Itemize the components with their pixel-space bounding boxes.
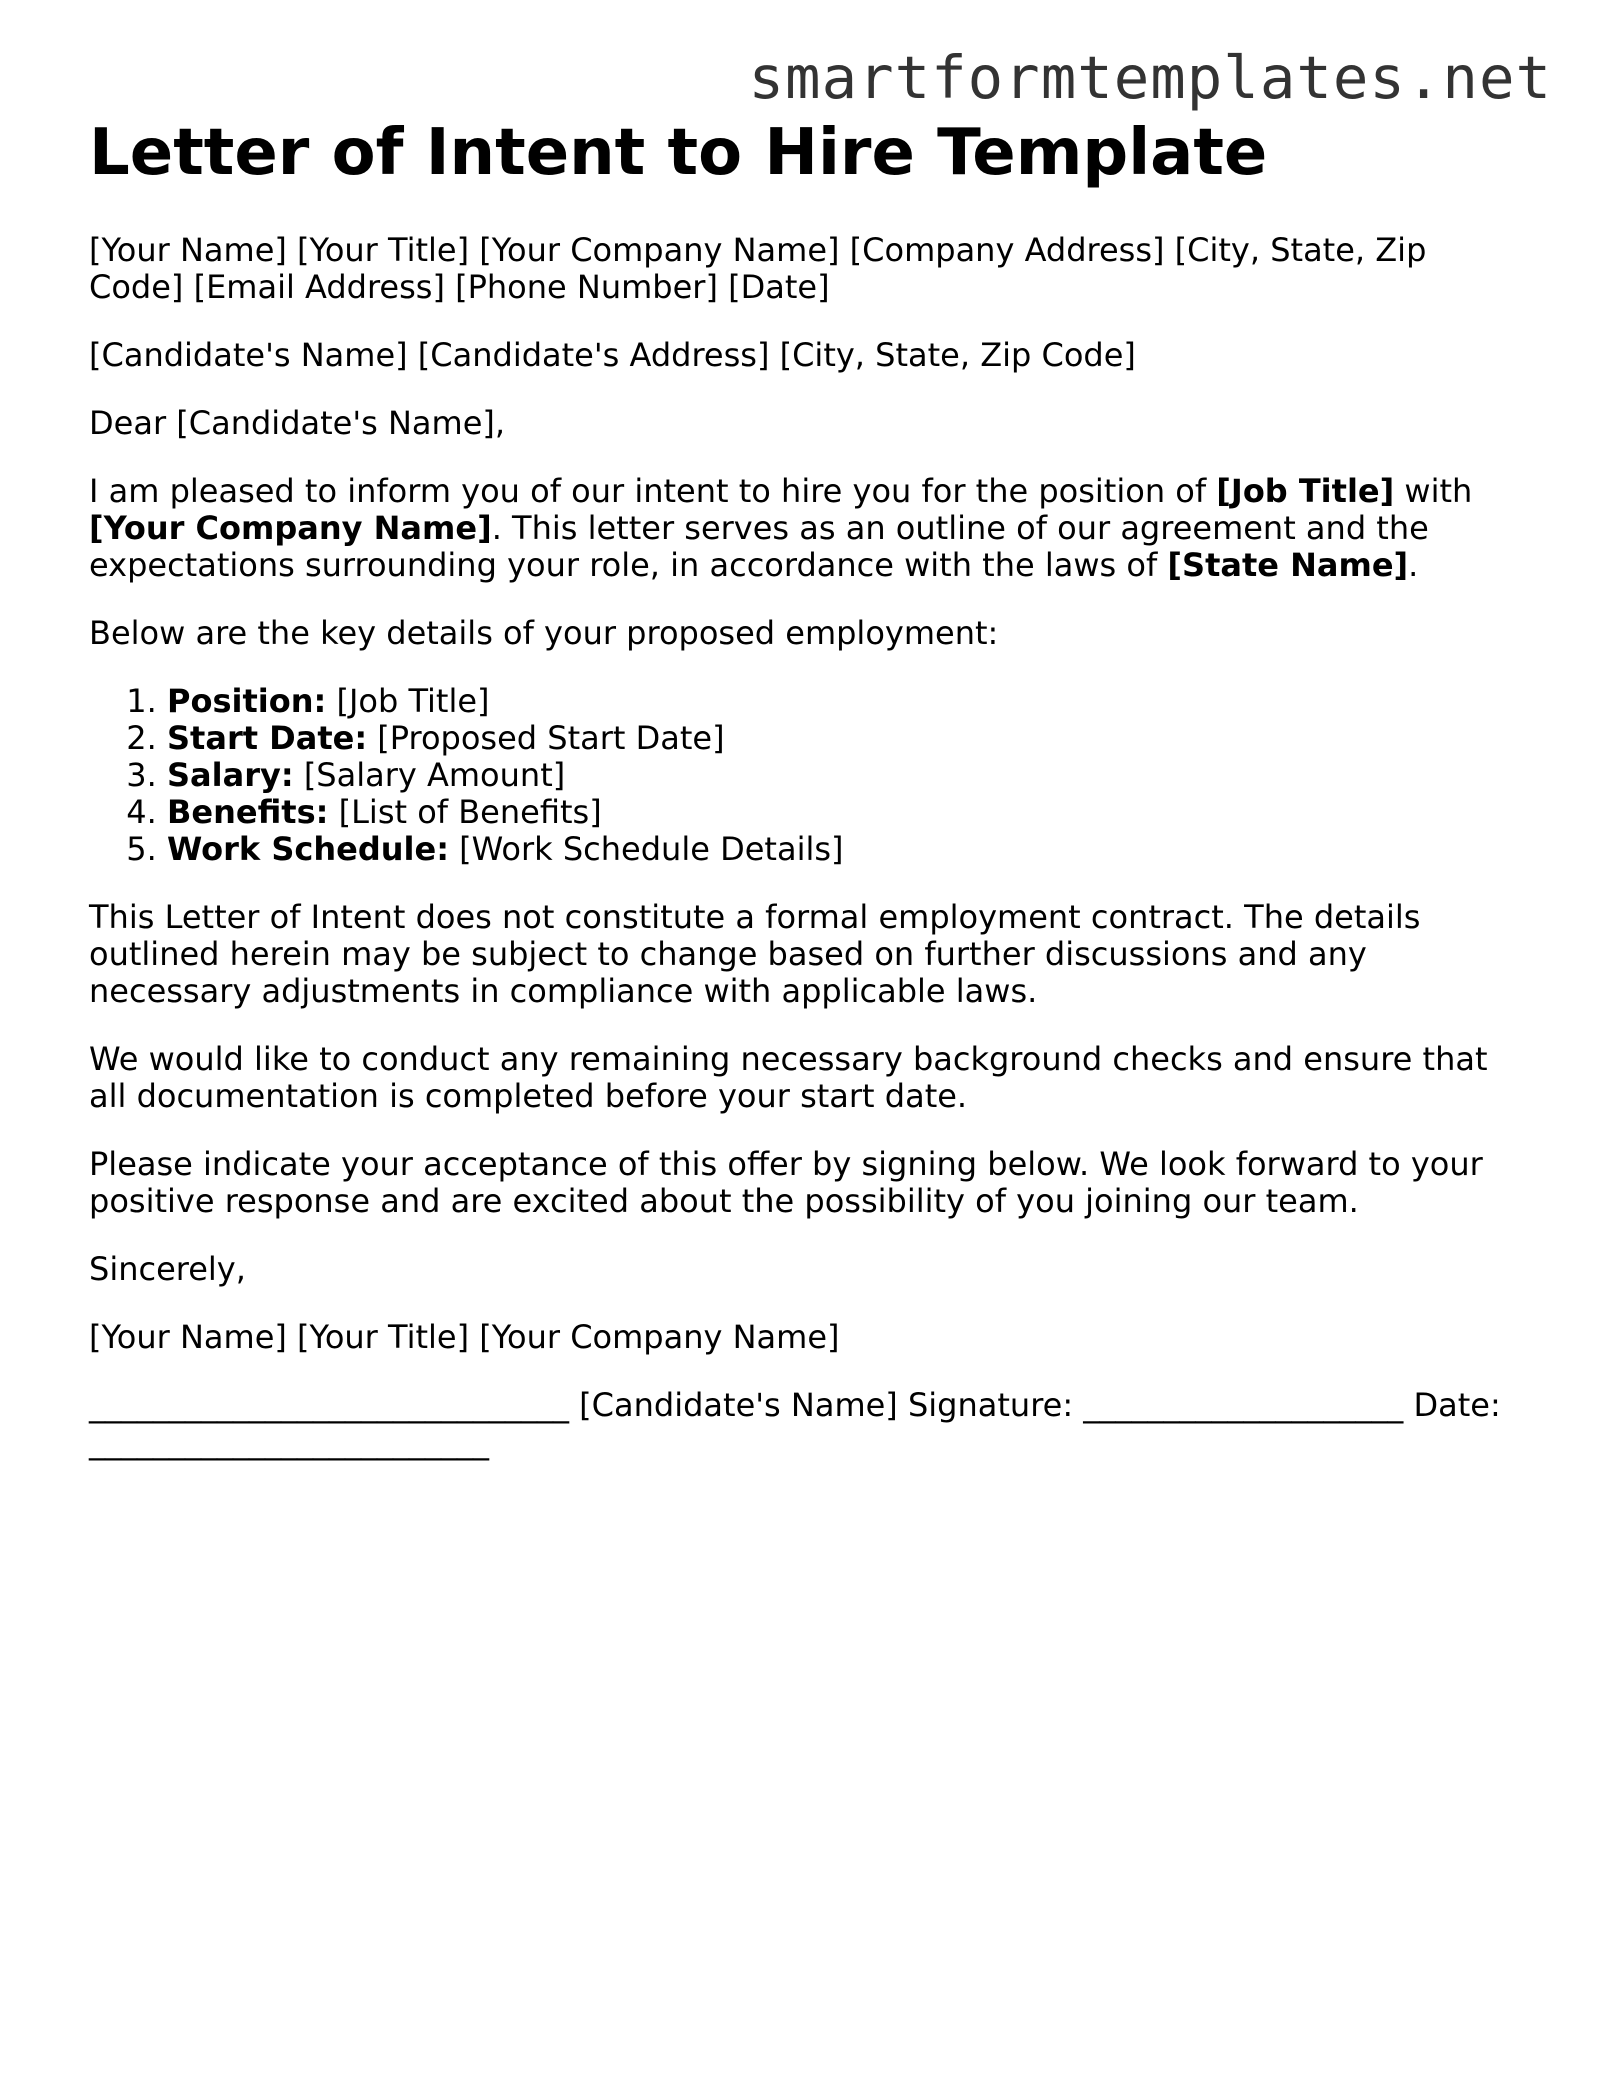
company-placeholder: [Your Company Name] (89, 509, 492, 548)
detail-label: Start Date: (167, 719, 368, 758)
background-check-paragraph: We would like to conduct any remaining necessary background checks and ensure that all documentation is completed before your start date. (89, 1040, 1488, 1116)
detail-value: [Salary Amount] (293, 756, 566, 795)
detail-label: Benefits: (167, 793, 329, 832)
closing: Sincerely, (89, 1250, 246, 1289)
signature-line: ______________________________ [Candidate's Name] Signature: ____________________ Date: _________________________ (89, 1386, 1501, 1462)
list-item (167, 794, 1529, 831)
intro-text: with (1394, 472, 1473, 511)
detail-value: [Job Title] (326, 682, 490, 721)
state-placeholder: [State Name] (1167, 546, 1409, 585)
intro-paragraph (89, 473, 1529, 584)
detail-value: [Work Schedule Details] (449, 830, 844, 869)
list-item (167, 757, 1529, 794)
details-intro: Below are the key details of your proposed employment: (89, 614, 999, 653)
job-title-placeholder: [Job Title] (1216, 472, 1395, 511)
detail-label: Work Schedule: (167, 830, 449, 869)
details-list (89, 683, 1529, 868)
detail-label: Salary: (167, 756, 294, 795)
salutation: Dear [Candidate's Name], (89, 404, 506, 443)
list-item (167, 683, 1529, 720)
intro-text: I am pleased to inform you of our intent to hire you for the position of (89, 472, 1217, 511)
detail-value: [List of Benefits] (328, 793, 602, 832)
acceptance-paragraph: Please indicate your acceptance of this offer by signing below. We look forward to your positive response and are excited about the possibility of you joining our team. (89, 1145, 1483, 1221)
watermark: smartformtemplates.net (748, 43, 1552, 112)
intro-text: . (1408, 546, 1419, 585)
list-item (167, 831, 1529, 868)
disclaimer-paragraph: This Letter of Intent does not constitute a formal employment contract. The details outlined herein may be subject to change based on further discussions and any necessary adjustments in compliance with applicable laws. (89, 898, 1421, 1011)
list-item (167, 720, 1529, 757)
detail-label: Position: (167, 682, 327, 721)
intro-text: . This letter serves as an outline of our agreement and the expectations surrounding your role, in accordance with the laws of (89, 509, 1429, 585)
detail-value: [Proposed Start Date] (367, 719, 725, 758)
recipient-block: [Candidate's Name] [Candidate's Address] [City, State, Zip Code] (89, 336, 1136, 375)
page-title: Letter of Intent to Hire Template (89, 116, 1268, 190)
letter-page (89, 118, 1529, 1492)
signer-block: [Your Name] [Your Title] [Your Company Name] (89, 1318, 840, 1357)
sender-block: [Your Name] [Your Title] [Your Company Name] [Company Address] [City, State, Zip Code] [Email Address] [Phone Number] [Date] (89, 231, 1427, 307)
